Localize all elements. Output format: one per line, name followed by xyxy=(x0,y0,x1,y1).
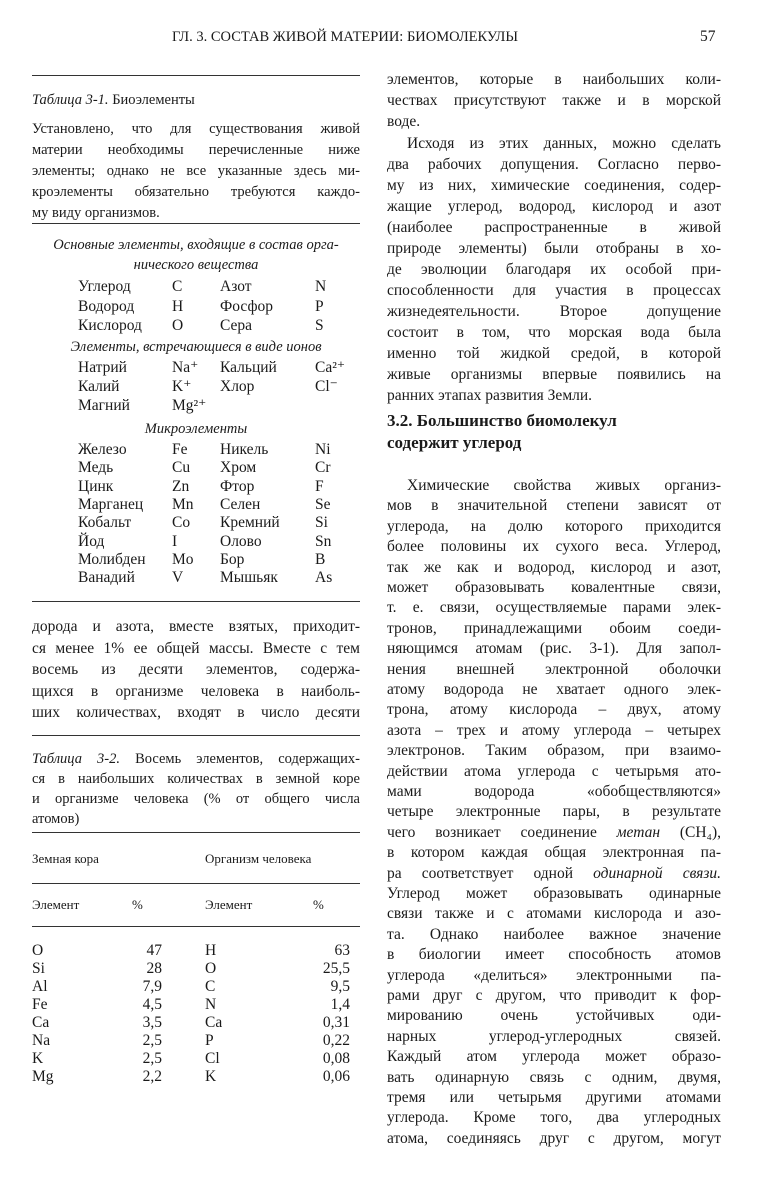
paragraph-line: нения внешней электронной оболочки xyxy=(387,660,721,678)
paragraph-line: Углерод может образовывать одинарные xyxy=(387,885,721,902)
element-cell: Si xyxy=(32,960,45,977)
paragraph-line: щихся в организме человека в наиболь- xyxy=(32,682,360,700)
paragraph-line: углерода «делиться» электронными па- xyxy=(387,966,721,984)
paragraph-line: мами водорода «обобществляются» xyxy=(387,783,721,800)
paragraph-line: мов в значительной степени зависят от xyxy=(387,497,721,515)
divider xyxy=(32,883,360,884)
paragraph-line: способленности для участия в процессах xyxy=(387,282,721,299)
element-cell: Фосфор xyxy=(220,297,273,315)
element-cell: B xyxy=(315,550,326,568)
text-segment: Таблица 3-1. xyxy=(32,92,109,108)
element-cell: N xyxy=(205,996,217,1013)
element-cell: Кальций xyxy=(220,359,277,376)
paragraph-line: мированию очень устойчивых оди- xyxy=(387,1007,721,1025)
percent-cell: 0,31 xyxy=(322,1014,350,1031)
section-heading: Микроэлементы xyxy=(144,421,248,437)
text-segment: Таблица 3-2. xyxy=(32,751,120,767)
element-cell: Mo xyxy=(172,550,194,568)
running-header: ГЛ. 3. СОСТАВ ЖИВОЙ МАТЕРИИ: БИОМОЛЕКУЛЫ xyxy=(172,29,519,45)
element-cell: Si xyxy=(315,514,328,532)
element-cell: C xyxy=(172,278,183,295)
paragraph-line: чествах присутствуют также и в морской xyxy=(387,92,721,109)
element-cell: Fe xyxy=(32,996,48,1013)
percent-cell: 2,2 xyxy=(142,1068,162,1085)
element-cell: Zn xyxy=(172,477,190,495)
section-title: содержит углерод xyxy=(387,433,522,452)
divider xyxy=(32,75,360,76)
divider xyxy=(32,601,360,602)
percent-cell: 0,08 xyxy=(322,1050,350,1067)
section-title: 3.2. Большинство биомолекул xyxy=(387,411,617,430)
table-caption: ся в наибольших количествах в земной коре xyxy=(32,771,360,787)
paragraph-line: вать одинарную связь с одним, двумя, xyxy=(387,1068,721,1086)
paragraph-line: живые организмы впервые появились на xyxy=(387,366,721,383)
paragraph-line: углерода, на долю которого приходится xyxy=(387,517,721,535)
paragraph-line: Установлено, что для существования живой xyxy=(32,121,360,137)
element-cell: P xyxy=(315,297,324,315)
element-cell: Магний xyxy=(78,397,130,414)
element-cell: Цинк xyxy=(78,477,114,495)
element-cell: Медь xyxy=(78,459,114,477)
percent-cell: 28 xyxy=(146,960,162,977)
paragraph-line: состоит в том, что морская вода была xyxy=(387,324,721,341)
paragraph-line: именно той жидкой средой, в которой xyxy=(387,345,721,362)
paragraph-line: рами друг с другом, что приводит к фор- xyxy=(387,987,721,1004)
column-header: Элемент xyxy=(32,897,80,912)
element-cell: Водород xyxy=(78,297,135,315)
paragraph-line: может образовывать ковалентные связи, xyxy=(387,579,721,596)
text-segment: ра соответствует одной xyxy=(387,864,594,882)
percent-cell: 2,5 xyxy=(142,1050,162,1067)
column-group-header: Земная кора xyxy=(32,851,99,866)
column-header: Элемент xyxy=(205,897,253,912)
paragraph-line: электронов. Таким образом, при взаимо- xyxy=(387,742,721,760)
element-cell: Кремний xyxy=(220,514,280,532)
element-cell: Углерод xyxy=(78,278,131,295)
paragraph-line: воде. xyxy=(387,113,421,130)
paragraph-line: ся менее 1% ее общей массы. Вместе с тем xyxy=(32,639,360,657)
element-cell: Хром xyxy=(220,459,257,477)
paragraph-line: в биологии имеет способность атомов xyxy=(387,946,721,964)
paragraph-line: элементы; однако не все указанные здесь ми- xyxy=(32,163,360,179)
element-cell: Na xyxy=(32,1032,51,1049)
element-cell: Хлор xyxy=(220,378,255,395)
element-cell: I xyxy=(172,532,178,550)
paragraph-line: трона, атому кислорода – двух, атому xyxy=(387,701,721,719)
element-cell: Cr xyxy=(315,459,331,477)
element-cell: Натрий xyxy=(78,359,127,376)
paragraph-line: му из них, химические соединения, содер- xyxy=(387,177,721,194)
element-cell: Se xyxy=(315,495,331,513)
element-cell: P xyxy=(205,1032,214,1049)
element-cell: H xyxy=(205,942,217,959)
element-cell: Al xyxy=(32,978,48,995)
percent-cell: 2,5 xyxy=(142,1032,162,1049)
element-cell: Молибден xyxy=(78,550,146,568)
percent-cell: 63 xyxy=(334,942,350,959)
paragraph-line: де эволюции благодаря их особой при- xyxy=(387,261,721,278)
element-cell: Ni xyxy=(315,441,331,458)
paragraph-line: ранних этапах развития Земли. xyxy=(387,387,593,404)
paragraph-line: материи необходимы перечисленные ниже xyxy=(32,142,360,158)
paragraph-line: ших количествах, входят в число десяти xyxy=(32,704,360,721)
element-cell: Fe xyxy=(172,441,188,458)
element-cell: Mn xyxy=(172,495,194,513)
percent-cell: 47 xyxy=(146,942,162,959)
paragraph-line: нарных углерод-углеродных связей. xyxy=(387,1027,721,1045)
element-cell: Бор xyxy=(220,550,245,568)
divider xyxy=(32,926,360,927)
percent-cell: 3,5 xyxy=(142,1014,162,1031)
column-header: % xyxy=(132,897,143,912)
paragraph-line: в котором каждая общая электронная па- xyxy=(387,844,721,862)
paragraph-line: тремя или четырьмя другими атомами xyxy=(387,1089,721,1106)
paragraph-line: Каждый атом углерода может образо- xyxy=(387,1048,721,1066)
paragraph-line: два рабочих допущения. Согласно перво- xyxy=(387,156,721,173)
element-cell: Кобальт xyxy=(78,514,132,532)
paragraph-line: жизнедеятельности. Второе допущение xyxy=(387,303,721,320)
element-cell: Железо xyxy=(78,441,127,458)
element-cell: C xyxy=(205,978,216,995)
divider xyxy=(32,735,360,736)
element-cell: Фтор xyxy=(220,477,255,495)
element-cell: Sn xyxy=(315,532,332,550)
element-cell: O xyxy=(32,942,44,959)
text-segment: чего возникает соединение xyxy=(387,823,617,841)
element-cell: Олово xyxy=(220,532,262,550)
paragraph-line: жащие углерод, водород, кислород и азот xyxy=(387,198,721,215)
element-cell: Cu xyxy=(172,459,191,477)
paragraph-line: му виду организмов. xyxy=(32,205,160,221)
text-segment: (CH₄), xyxy=(660,823,721,841)
paragraph-line: кроэлементы обязательно требуются каждо- xyxy=(32,184,360,200)
element-cell: Марганец xyxy=(78,495,144,513)
text-segment: Биоэлементы xyxy=(108,92,195,108)
element-cell: O xyxy=(172,317,184,334)
element-cell: Ca xyxy=(32,1014,50,1031)
element-cell: Йод xyxy=(78,532,105,550)
page-number: 57 xyxy=(700,28,716,45)
element-cell: Na⁺ xyxy=(172,359,199,376)
paragraph-line: Химические свойства живых организ- xyxy=(407,477,721,494)
table-caption xyxy=(32,91,195,109)
element-cell: Ca xyxy=(205,1014,223,1031)
element-cell: Ванадий xyxy=(78,569,135,587)
element-cell: K⁺ xyxy=(172,378,192,395)
column-group-header: Организм человека xyxy=(205,851,312,866)
paragraph-line: та. Однако наиболее важное значение xyxy=(387,925,721,943)
element-cell: Сера xyxy=(220,317,253,334)
element-cell: Ca²⁺ xyxy=(315,359,346,376)
element-cell: Cl xyxy=(205,1050,220,1067)
paragraph-line: действии атома углерода с четырьмя ато- xyxy=(387,762,721,780)
divider xyxy=(32,223,360,224)
section-heading: Основные элементы, входящие в состав орга- xyxy=(53,237,339,253)
element-cell: As xyxy=(315,569,333,587)
paragraph-line: элементов, которые в наибольших коли- xyxy=(387,71,721,88)
table-caption: и организме человека (% от общего числа xyxy=(32,791,360,807)
element-cell: Cl⁻ xyxy=(315,378,338,395)
element-cell: Азот xyxy=(220,278,252,295)
element-cell: Никель xyxy=(220,441,269,458)
section-heading: нического вещества xyxy=(133,257,259,273)
paragraph-line: так же как и водород, кислород и азот, xyxy=(387,558,721,576)
paragraph-line: тронов, принадлежащими обоим соеди- xyxy=(387,619,721,637)
percent-cell: 9,5 xyxy=(330,978,350,995)
paragraph-line: атома, соединяясь друг с другом, могут xyxy=(387,1129,721,1147)
element-cell: H xyxy=(172,297,184,315)
text-segment: одинарной связи. xyxy=(593,864,721,882)
element-cell: O xyxy=(205,960,217,977)
element-cell: Mg²⁺ xyxy=(172,397,207,414)
text-segment: метан xyxy=(616,823,661,841)
paragraph-line xyxy=(387,824,721,843)
element-cell: N xyxy=(315,278,327,295)
paragraph-line: углерода. Кроме того, два углеродных xyxy=(387,1109,721,1127)
paragraph-line: атому водорода не хватает одного элек- xyxy=(387,681,721,698)
paragraph-line: восемь из десяти элементов, содержа- xyxy=(32,661,360,678)
section-heading: Элементы, встречающиеся в виде ионов xyxy=(70,339,322,355)
table-caption: атомов) xyxy=(32,811,80,827)
paragraph-line xyxy=(387,865,721,884)
element-cell: Mg xyxy=(32,1068,54,1085)
element-cell: V xyxy=(172,569,184,587)
element-cell: F xyxy=(315,477,324,495)
table-caption xyxy=(32,750,360,769)
element-cell: Калий xyxy=(78,378,120,395)
paragraph-line: (наиболее распространенные в живой xyxy=(387,219,721,236)
element-cell: K xyxy=(205,1068,217,1085)
divider xyxy=(32,832,360,833)
paragraph-line: няющимся атомам (рис. 3-1). Для запол- xyxy=(387,640,721,658)
paragraph-line: т. е. связи, осуществляемые парами элек- xyxy=(387,599,721,617)
element-cell: Селен xyxy=(220,495,261,513)
text-segment: Восемь элементов, содержащих- xyxy=(120,751,360,767)
element-cell: Мышьяк xyxy=(220,569,278,587)
paragraph-line: Исходя из этих данных, можно сделать xyxy=(407,135,721,152)
element-cell: Co xyxy=(172,514,191,532)
percent-cell: 7,9 xyxy=(142,978,162,995)
percent-cell: 4,5 xyxy=(142,996,162,1013)
paragraph-line: более половины их сухого веса. Углерод, xyxy=(387,538,721,556)
percent-cell: 0,06 xyxy=(322,1068,350,1085)
percent-cell: 25,5 xyxy=(322,960,350,977)
element-cell: K xyxy=(32,1050,44,1067)
paragraph-line: азота – трех и атому углерода – четырех xyxy=(387,721,721,739)
column-header: % xyxy=(313,897,324,912)
paragraph-line: дорода и азота, вместе взятых, приходит- xyxy=(32,618,360,635)
element-cell: S xyxy=(315,317,324,334)
paragraph-line: природе элементы) были отобраны в хо- xyxy=(387,240,721,257)
paragraph-line: четыре электронные пары, в результате xyxy=(387,803,721,821)
percent-cell: 1,4 xyxy=(330,996,350,1013)
paragraph-line: связи также и с атомами кислорода и азо- xyxy=(387,905,721,923)
percent-cell: 0,22 xyxy=(322,1032,350,1049)
element-cell: Кислород xyxy=(78,317,142,334)
